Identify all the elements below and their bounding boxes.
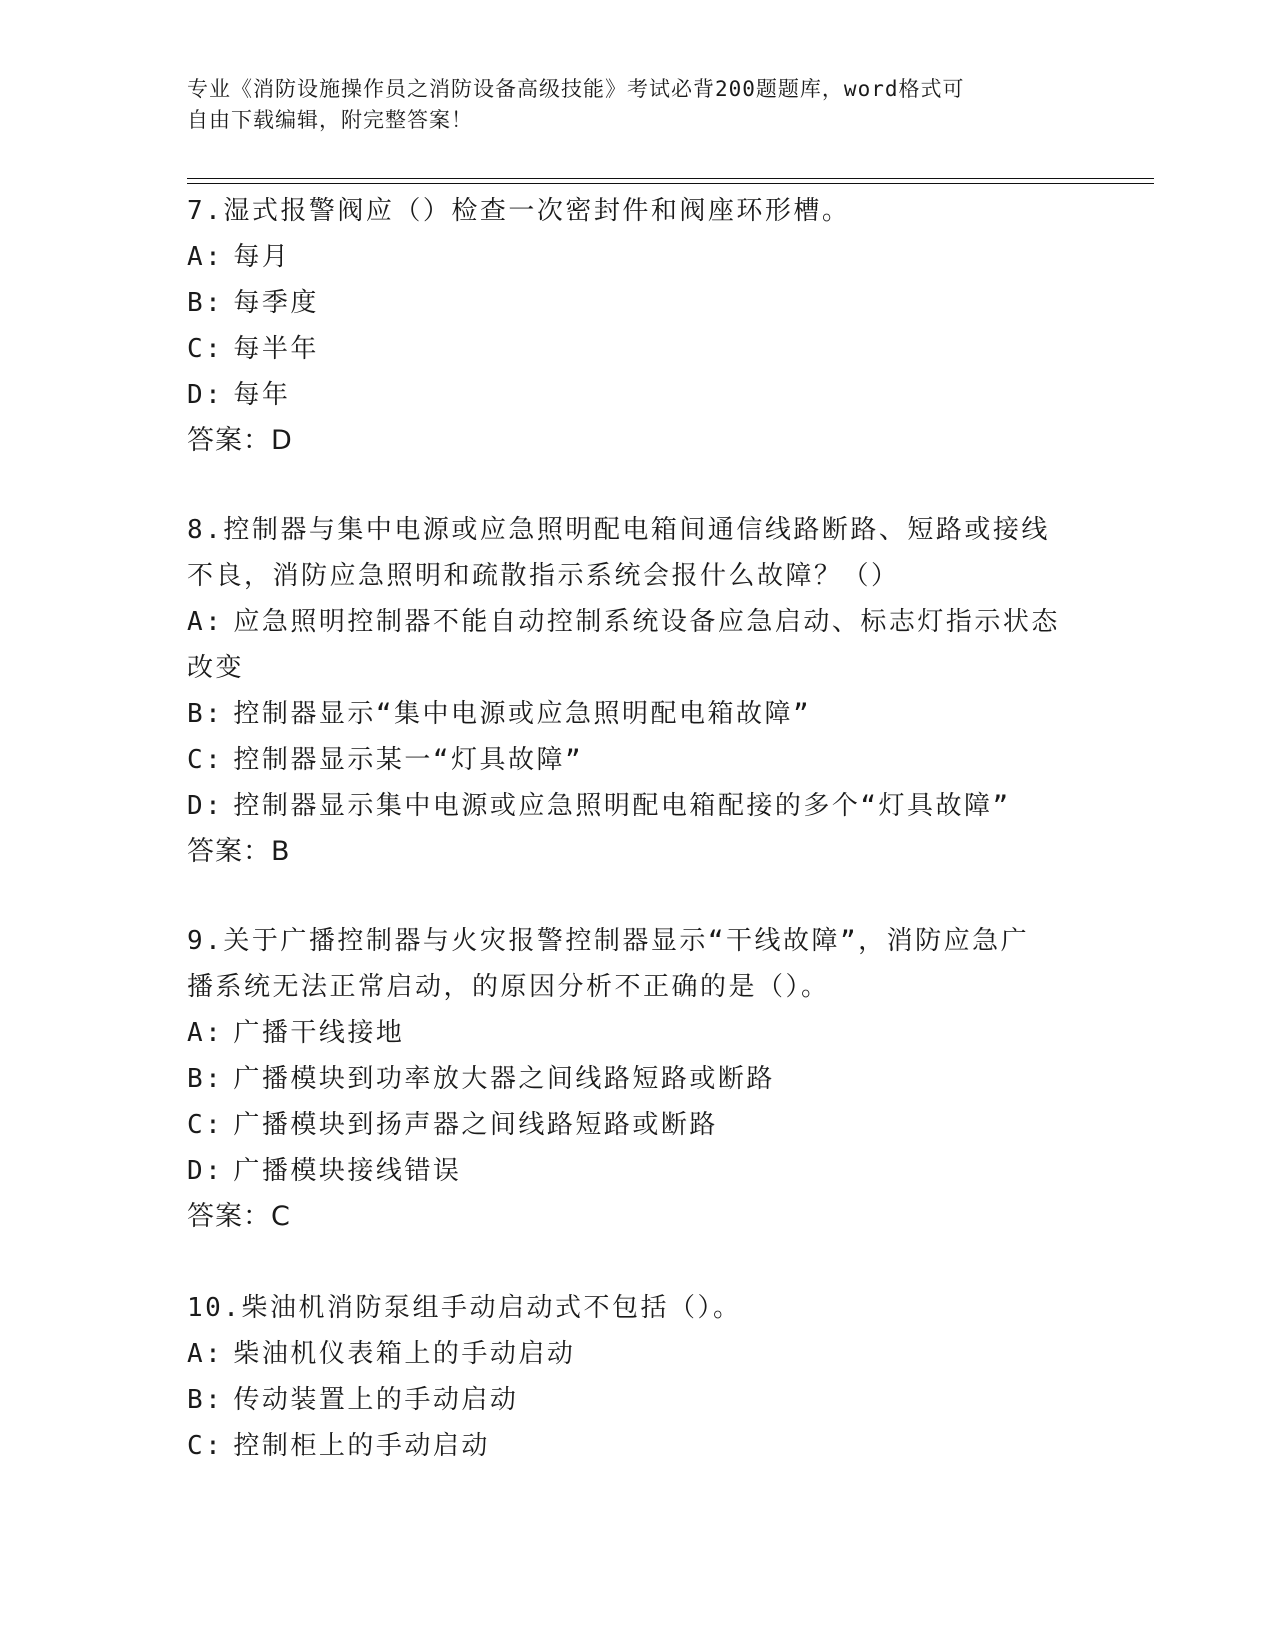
option-label: D: xyxy=(187,380,224,410)
answer-line: 答案：C xyxy=(187,1201,291,1232)
option-text: 控制器显示“集中电源或应急照明配电箱故障” xyxy=(233,699,812,729)
option-label: B: xyxy=(187,288,224,318)
option-label: A: xyxy=(187,1018,224,1048)
option-text: 广播干线接地 xyxy=(233,1018,405,1048)
question-stem xyxy=(187,918,1087,964)
question-number: 9. xyxy=(187,926,224,956)
header-divider-top xyxy=(187,178,1154,179)
option-label: C: xyxy=(187,334,224,364)
option-text: 控制柜上的手动启动 xyxy=(233,1431,490,1461)
option-text: 柴油机仪表箱上的手动启动 xyxy=(233,1339,576,1369)
document-header xyxy=(187,74,1067,136)
question-10 xyxy=(187,1285,1087,1469)
option-label: B: xyxy=(187,699,224,729)
option-c xyxy=(187,1102,1087,1148)
question-stem-continued: 播系统无法正常启动，的原因分析不正确的是（）。 xyxy=(187,972,830,1002)
question-stem-text: 控制器与集中电源或应急照明配电箱间通信线路断路、短路或接线 xyxy=(223,515,1050,545)
option-label: A: xyxy=(187,242,224,272)
question-stem-continued: 不良，消防应急照明和疏散指示系统会报什么故障？（） xyxy=(187,561,900,591)
option-a xyxy=(187,1331,1087,1377)
answer-line: 答案：D xyxy=(187,425,293,456)
question-stem-text: 湿式报警阀应（）检查一次密封件和阀座环形槽。 xyxy=(223,196,851,226)
option-a xyxy=(187,1010,1087,1056)
header-line-1: 专业《消防设施操作员之消防设备高级技能》考试必背200题题库，word格式可 xyxy=(187,77,965,101)
question-number: 7. xyxy=(187,196,224,226)
question-number: 8. xyxy=(187,515,224,545)
question-8 xyxy=(187,507,1087,875)
option-c xyxy=(187,326,1087,372)
question-9 xyxy=(187,918,1087,1240)
answer-line: 答案：B xyxy=(187,836,291,867)
question-stem-text: 关于广播控制器与火灾报警控制器显示“干线故障”，消防应急广 xyxy=(223,926,1030,956)
header-divider-bottom xyxy=(187,183,1154,184)
option-text: 广播模块到功率放大器之间线路短路或断路 xyxy=(233,1064,775,1094)
option-text: 应急照明控制器不能自动控制系统设备应急启动、标志灯指示状态 xyxy=(233,607,1060,637)
option-label: C: xyxy=(187,1431,224,1461)
option-a xyxy=(187,234,1087,280)
option-a-continued: 改变 xyxy=(187,653,245,683)
option-label: D: xyxy=(187,791,224,821)
question-stem-text: 柴油机消防泵组手动启动式不包括（）。 xyxy=(241,1293,742,1323)
option-label: C: xyxy=(187,745,224,775)
option-b xyxy=(187,280,1087,326)
option-label: A: xyxy=(187,1339,224,1369)
option-label: C: xyxy=(187,1110,224,1140)
option-b xyxy=(187,691,1087,737)
option-text: 每年 xyxy=(233,380,291,410)
option-d xyxy=(187,1148,1087,1194)
option-d xyxy=(187,783,1087,829)
question-stem xyxy=(187,188,1087,234)
question-7 xyxy=(187,188,1087,464)
option-b xyxy=(187,1377,1087,1423)
option-label: B: xyxy=(187,1385,224,1415)
option-text: 每季度 xyxy=(233,288,319,318)
header-line-2: 自由下载编辑，附完整答案！ xyxy=(187,108,473,132)
question-number: 10. xyxy=(187,1293,242,1323)
option-label: B: xyxy=(187,1064,224,1094)
option-d xyxy=(187,372,1087,418)
option-text: 控制器显示集中电源或应急照明配电箱配接的多个“灯具故障” xyxy=(233,791,1011,821)
option-text: 广播模块到扬声器之间线路短路或断路 xyxy=(233,1110,718,1140)
option-text: 每月 xyxy=(233,242,291,272)
option-label: A: xyxy=(187,607,224,637)
option-text: 每半年 xyxy=(233,334,319,364)
option-text: 控制器显示某一“灯具故障” xyxy=(233,745,584,775)
option-c xyxy=(187,1423,1087,1469)
option-label: D: xyxy=(187,1156,224,1186)
option-c xyxy=(187,737,1087,783)
question-stem xyxy=(187,507,1087,553)
option-a xyxy=(187,599,1087,645)
option-text: 传动装置上的手动启动 xyxy=(233,1385,519,1415)
option-text: 广播模块接线错误 xyxy=(233,1156,462,1186)
option-b xyxy=(187,1056,1087,1102)
question-stem xyxy=(187,1285,1087,1331)
